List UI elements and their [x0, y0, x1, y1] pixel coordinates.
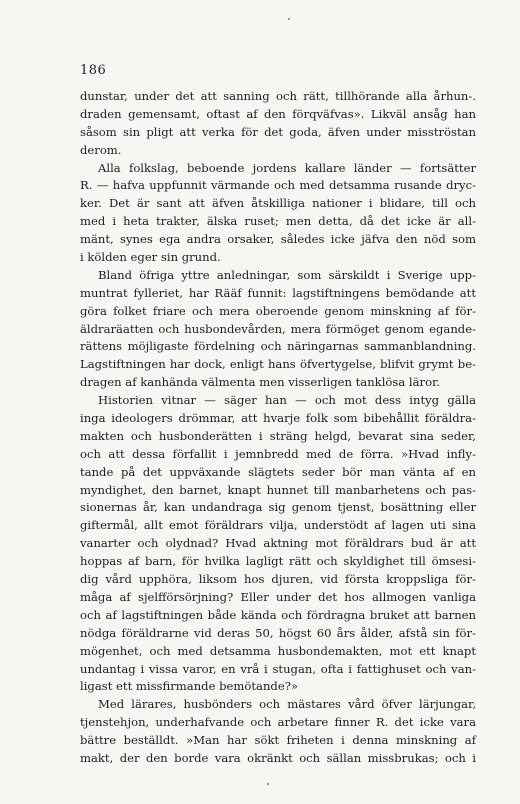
ink-speck — [288, 18, 290, 20]
text-line: R. — hafva uppfunnit värmande och med detsamma rusande dryc- — [80, 178, 476, 193]
text-line: såsom sin pligt att verka för det goda, äfven under misströstan — [80, 124, 476, 139]
text-line: Med lärares, husbönders och mästares vård öfver lärjungar, — [98, 697, 476, 712]
text-line: i kölden eger sin grund. — [80, 250, 221, 265]
text-line: Bland öfriga yttre anledningar, som särskildt i Sverige upp- — [98, 267, 476, 282]
text-line: göra folket friare och mera oberoende genom minskning af för- — [80, 303, 476, 318]
text-line: sionernas år, kan undandraga sig genom tjenst, bosättning eller — [80, 500, 476, 515]
text-line: derom. — [80, 142, 122, 157]
text-line: draden gemensamt, oftast af den förqväfvas». Likväl ansåg han — [80, 106, 476, 121]
text-line: dunstar, under det att sanning och rätt, tillhörande alla århun-. — [80, 89, 476, 103]
text-line: mögenhet, och med detsamma husbondemakten, mot ett knapt — [80, 643, 476, 658]
text-line: inga ideologers drömmar, att hvarje folk som bibehållit föräldra- — [80, 411, 476, 426]
page-number: 186 — [80, 63, 107, 78]
text-line: måga af sjelfförsörjning? Eller under det hos allmogen vanliga — [80, 589, 476, 604]
text-line: rättens möjligaste fördelning och näringarnas sammanblandning. — [80, 339, 476, 354]
text-line: nödga föräldrarne vid deras 50, högst 60 års ålder, afstå sin för- — [80, 625, 476, 640]
text-line: makten och husbonderätten i sträng helgd, bevarat sina seder, — [80, 428, 476, 443]
text-line: dig vård upphöra, liksom hos djuren, vid första kroppsliga för- — [80, 572, 476, 587]
text-line: mänt, synes ega andra orsaker, således icke jäfva den nöd som — [80, 232, 476, 247]
text-line: makt, der den borde vara okränkt och sällan missbrukas; och i — [80, 750, 476, 765]
text-line: Lagstiftningen har dock, enligt hans öfvertygelse, blifvit grymt be- — [80, 357, 476, 372]
text-line: och af lagstiftningen både kända och fördragna bruket att barnen — [80, 607, 476, 622]
body-text — [80, 88, 476, 768]
text-line: undantag i vissa varor, en vrå i stugan, ofta i fattighuset och van- — [80, 661, 476, 676]
text-line: myndighet, den barnet, knapt hunnet till manbarhetens och pas- — [80, 482, 476, 497]
text-line: ker. Det är sant att äfven åtskilliga nationer i blidare, till och — [80, 196, 476, 211]
text-line: ligast ett missfirmande bemötande?» — [80, 679, 299, 694]
text-line: tande på det uppväxande slägtets seder bör man vänta af en — [80, 464, 476, 479]
text-line: Alla folkslag, beboende jordens kallare länder — fortsätter — [98, 160, 476, 175]
text-line: Historien vitnar — säger han — och mot dess intyg gälla — [98, 393, 476, 408]
text-line: dragen af kanhända välmenta men visserligen tanklösa läror. — [80, 375, 441, 390]
text-line: hoppas af barn, för hvilka lagligt rätt och skyldighet till ömsesi- — [80, 554, 476, 569]
text-line: bättre beställdt. »Man har sökt friheten i denna minskning af — [80, 733, 476, 748]
text-line: och att dessa förfallit i jemnbredd med de förra. »Hvad infly- — [80, 446, 476, 461]
text-line: äldraräatten och husbondevården, mera förmöget genom egande- — [80, 321, 476, 336]
text-line: giftermål, allt emot föräldrars vilja, understödt af lagen uti sina — [80, 518, 476, 533]
text-line: tjenstehjon, underhafvande och arbetare finner R. det icke vara — [80, 715, 476, 730]
text-line: med i heta trakter, älska ruset; men detta, då det icke är all- — [80, 214, 476, 229]
ink-speck — [267, 783, 269, 785]
text-line: muntrat fylleriet, har Rääf funnit: lagstiftningens bemödande att — [80, 285, 476, 300]
text-line: vanarter och olydnad? Hvad aktning mot föräldrars bud är att — [80, 536, 476, 551]
